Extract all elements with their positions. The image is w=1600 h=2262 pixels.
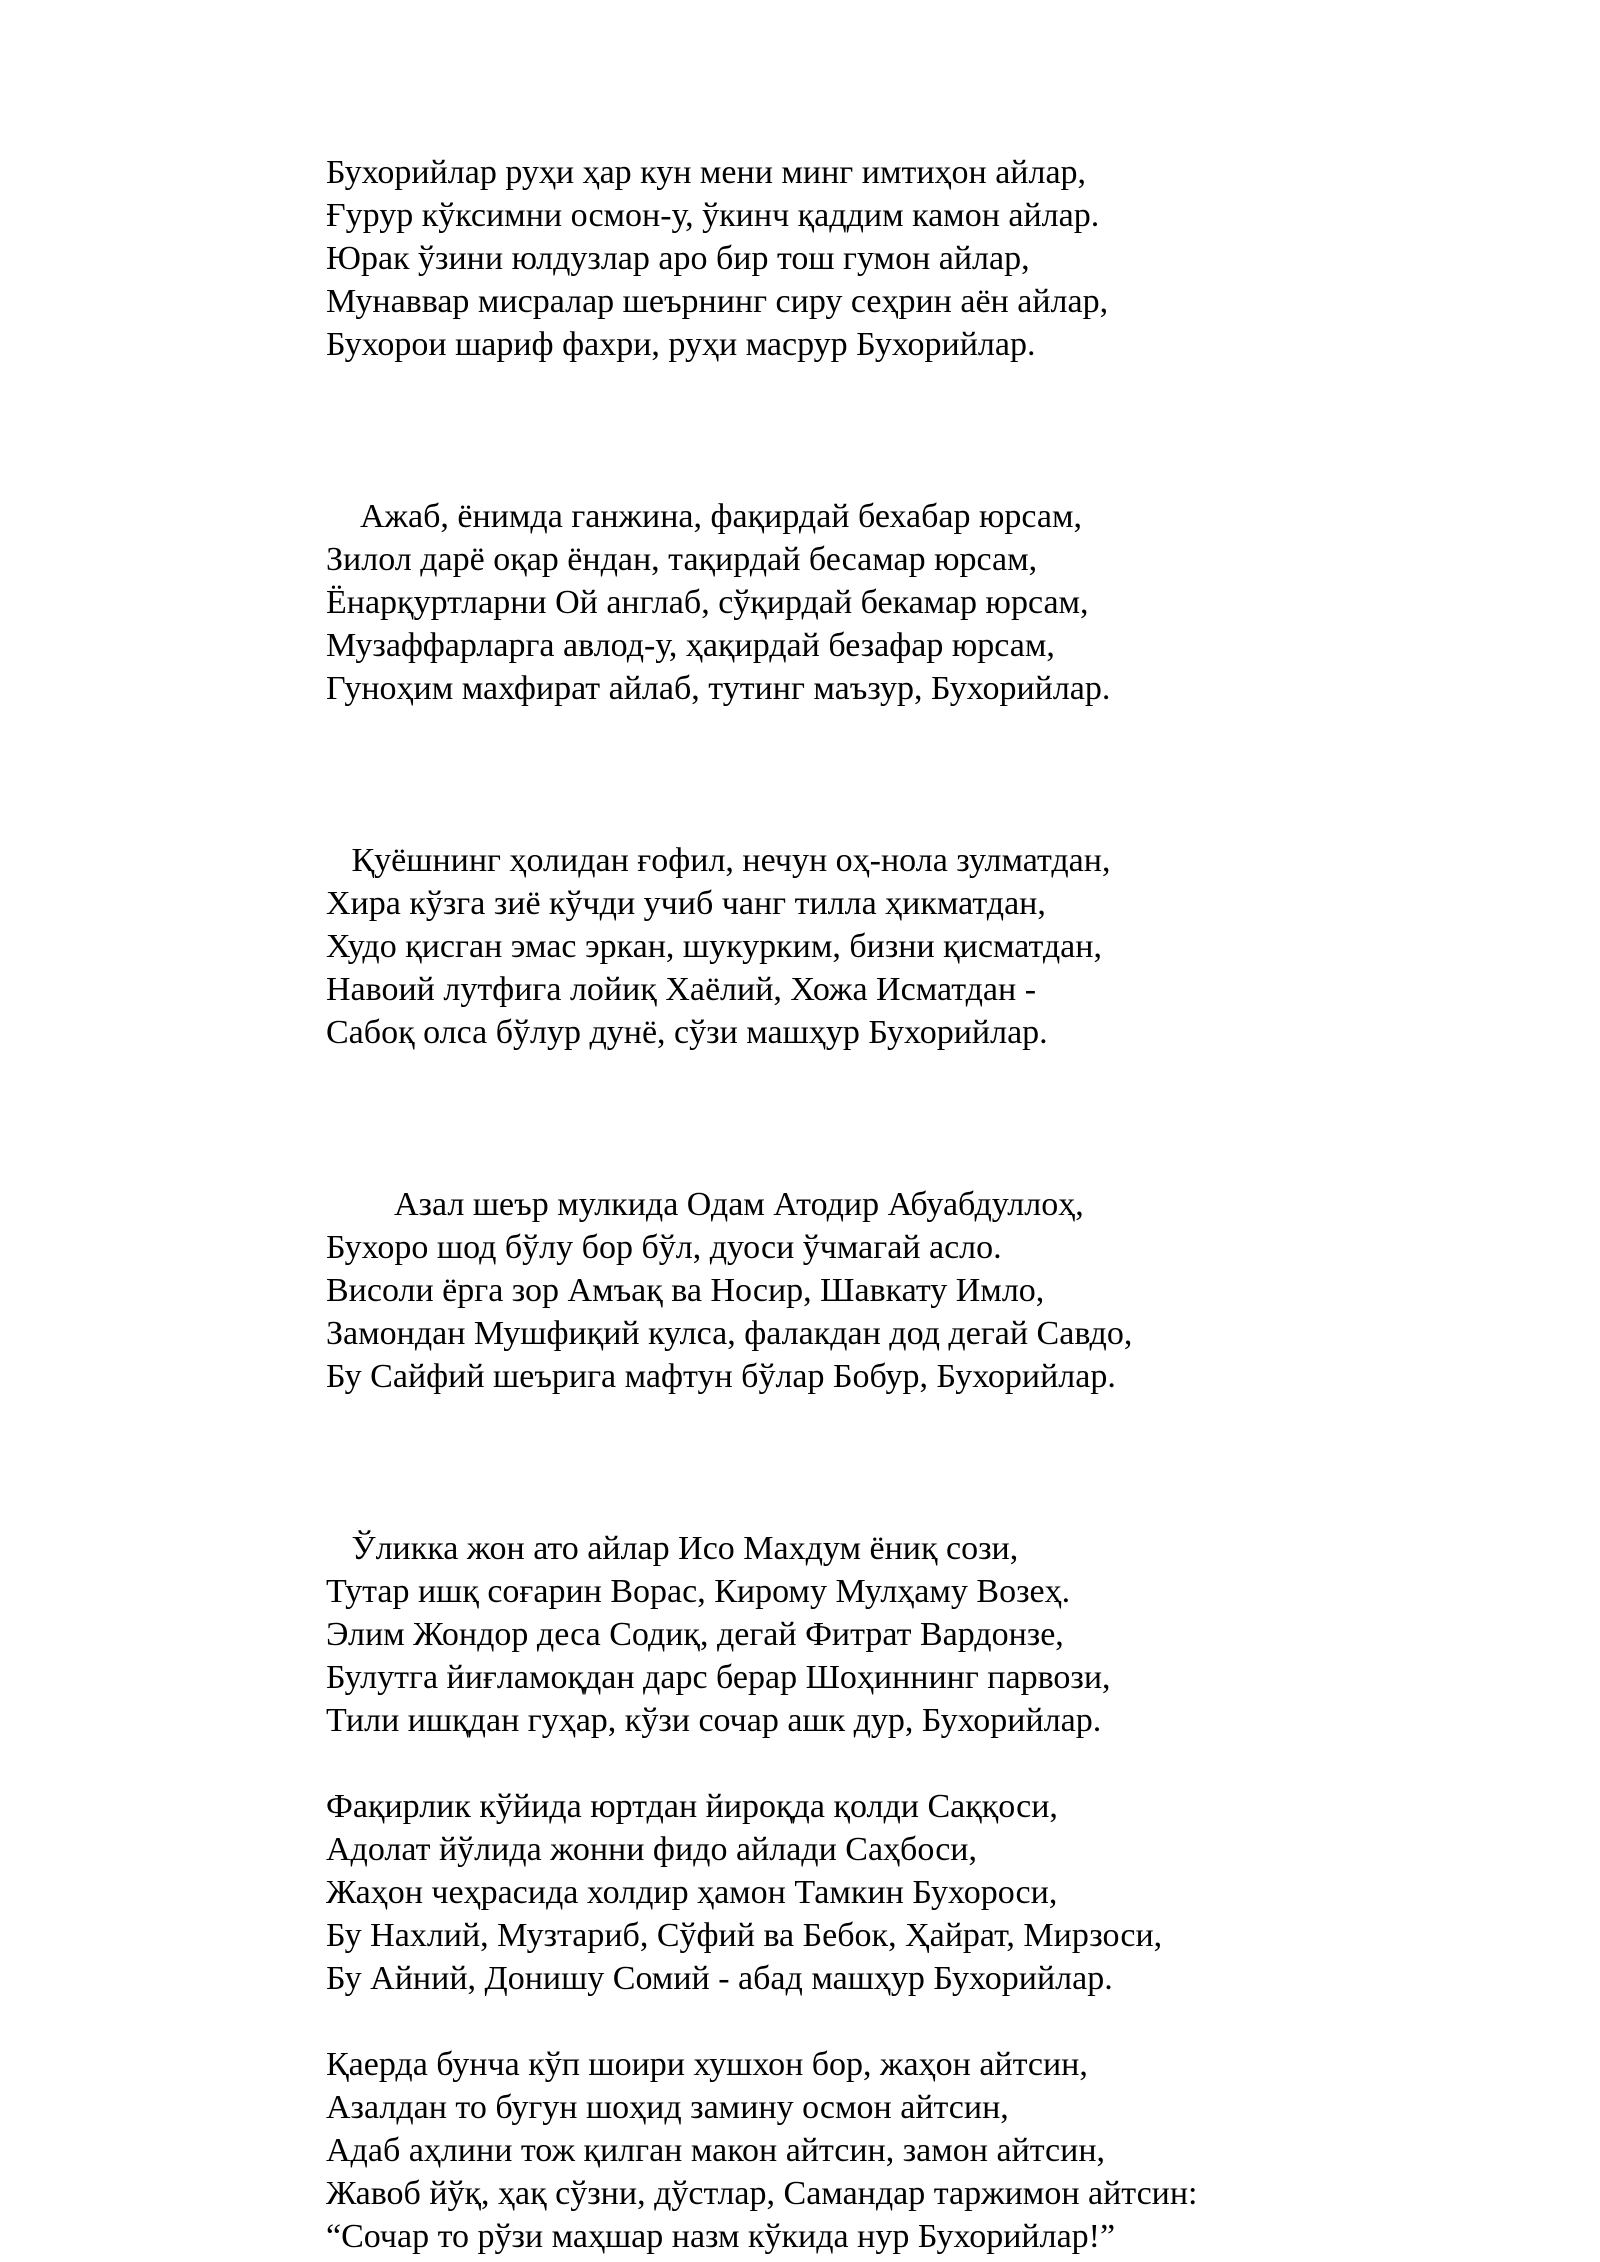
stanza-5 bbox=[326, 1527, 1526, 1742]
verse-line: Музаффарларга авлод-у, ҳақирдай безафар юрсам, bbox=[326, 627, 1055, 664]
verse-line: Юрак ўзини юлдузлар аро бир тош гумон айлар, bbox=[326, 240, 1030, 277]
verse-line: Адолат йўлида жонни фидо айлади Саҳбоси, bbox=[326, 1831, 977, 1868]
verse-line: Қаерда бунча кўп шоири хушхон бор, жаҳон айтсин, bbox=[326, 2046, 1088, 2083]
verse-line: Тутар ишқ соғарин Ворас, Кирому Мулҳаму Возеҳ. bbox=[326, 1573, 1071, 1610]
verse-line: Мунаввар мисралар шеърнинг сиру сеҳрин аён айлар, bbox=[326, 283, 1109, 320]
verse-line: Азалдан то бугун шоҳид замину осмон айтсин, bbox=[326, 2089, 1009, 2126]
stanza-spacer bbox=[326, 2000, 1526, 2043]
stanza-3 bbox=[326, 839, 1526, 1054]
stanza-spacer bbox=[326, 1398, 1526, 1527]
verse-line: Сабоқ олса бўлур дунё, сўзи машҳур Бухорийлар. bbox=[326, 1014, 1048, 1051]
verse-line: Ажаб, ёнимда ганжина, фақирдай бехабар юрсам, bbox=[326, 498, 1083, 535]
verse-line: Замондан Мушфиқий кулса, фалакдан дод дегай Савдо, bbox=[326, 1315, 1133, 1352]
verse-line: Қуёшнинг ҳолидан ғофил, нечун оҳ-нола зулматдан, bbox=[326, 842, 1111, 879]
stanza-4 bbox=[326, 1183, 1526, 1398]
poem-body bbox=[326, 151, 1526, 2258]
stanza-spacer bbox=[326, 710, 1526, 839]
verse-line: Ўликка жон ато айлар Исо Махдум ёниқ сози, bbox=[326, 1530, 1019, 1567]
verse-line: Ёнарқуртларни Ой англаб, сўқирдай бекамар юрсам, bbox=[326, 584, 1089, 621]
stanza-2 bbox=[326, 495, 1526, 710]
verse-line: Бухорои шариф фахри, руҳи масрур Бухорийлар. bbox=[326, 326, 1036, 363]
verse-line: Бу Сайфий шеърига мафтун бўлар Бобур, Бухорийлар. bbox=[326, 1358, 1116, 1395]
verse-line: Фақирлик кўйида юртдан йироқда қолди Саққоси, bbox=[326, 1788, 1058, 1825]
verse-line: Адаб аҳлини тож қилган макон айтсин, замон айтсин, bbox=[326, 2132, 1106, 2169]
verse-line: Тили ишқдан гуҳар, кўзи сочар ашк дур, Бухорийлар. bbox=[326, 1702, 1102, 1739]
verse-line: Жаҳон чеҳрасида холдир ҳамон Тамкин Бухороси, bbox=[326, 1874, 1058, 1911]
verse-line: Худо қисган эмас эркан, шукурким, бизни қисматдан, bbox=[326, 928, 1102, 965]
verse-line: Висоли ёрга зор Амъақ ва Носир, Шавкату Имло, bbox=[326, 1272, 1045, 1309]
stanza-6 bbox=[326, 1785, 1526, 2000]
stanza-7 bbox=[326, 2043, 1526, 2258]
stanza-spacer bbox=[326, 1742, 1526, 1785]
stanza-spacer bbox=[326, 366, 1526, 495]
verse-line: Бу Айний, Донишу Сомий - абад машҳур Бухорийлар. bbox=[326, 1960, 1113, 1997]
verse-line: Булутга йиғламоқдан дарс берар Шоҳиннинг парвози, bbox=[326, 1659, 1111, 1696]
verse-line: Зилол дарё оқар ёндан, тақирдай бесамар юрсам, bbox=[326, 541, 1038, 578]
verse-line: Навоий лутфига лойиқ Хаёлий, Хожа Исматдан - bbox=[326, 971, 1037, 1008]
verse-line: Бухоро шод бўлу бор бўл, дуоси ўчмагай асло. bbox=[326, 1229, 1002, 1266]
verse-line: Хира кўзга зиё кўчди учиб чанг тилла ҳикматдан, bbox=[326, 885, 1046, 922]
verse-line: Жавоб йўқ, ҳақ сўзни, дўстлар, Самандар таржимон айтсин: bbox=[326, 2175, 1198, 2212]
stanza-1 bbox=[326, 151, 1526, 366]
verse-line: “Сочар то рўзи маҳшар назм кўкида нур Бухорийлар!” bbox=[326, 2218, 1116, 2255]
verse-line: Азал шеър мулкида Одам Атодир Абуабдуллоҳ, bbox=[326, 1186, 1084, 1223]
verse-line: Гуноҳим махфират айлаб, тутинг маъзур, Бухорийлар. bbox=[326, 670, 1111, 707]
verse-line: Бу Нахлий, Музтариб, Сўфий ва Бебок, Ҳайрат, Мирзоси, bbox=[326, 1917, 1163, 1954]
verse-line: Бухорийлар руҳи ҳар кун мени минг имтиҳон айлар, bbox=[326, 154, 1087, 191]
verse-line: Элим Жондор деса Содиқ, дегай Фитрат Вардонзе, bbox=[326, 1616, 1064, 1653]
stanza-spacer bbox=[326, 1054, 1526, 1183]
verse-line: Ғурур кўксимни осмон-у, ўкинч қаддим камон айлар. bbox=[326, 197, 1100, 234]
